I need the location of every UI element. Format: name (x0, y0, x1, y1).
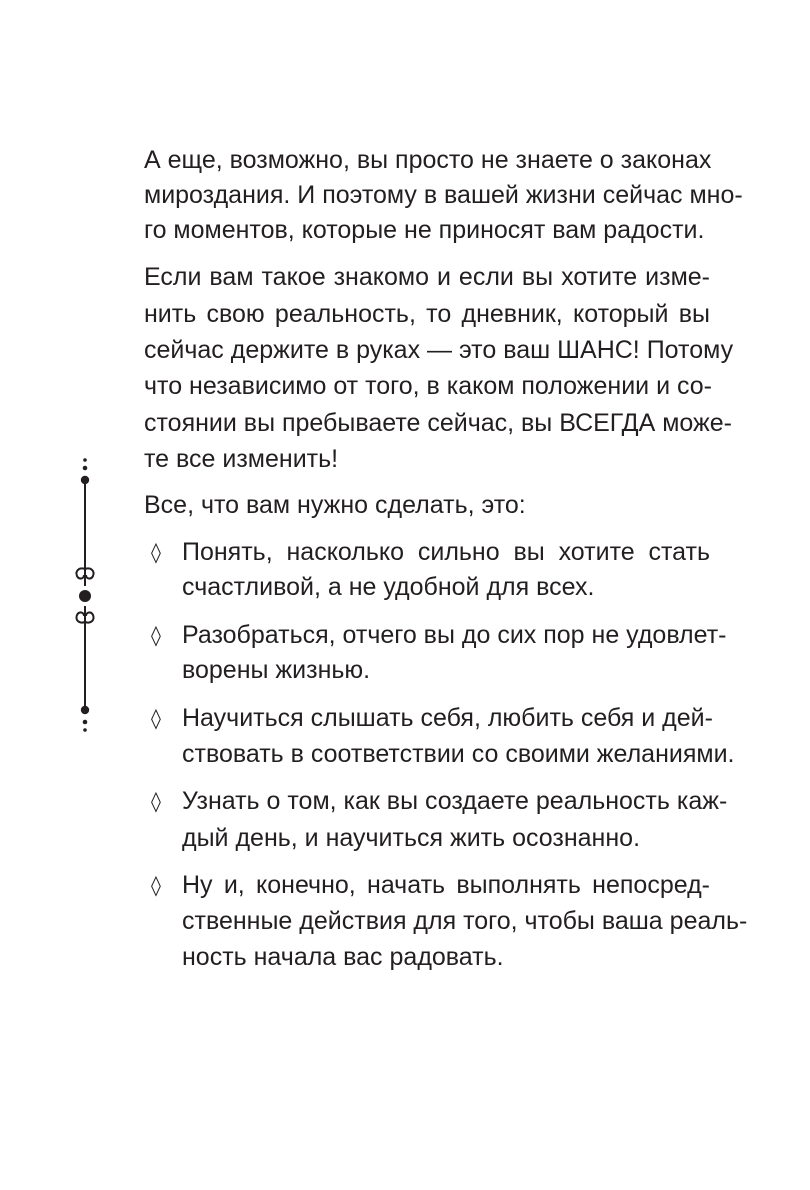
paragraph-line: те все изменить! (144, 445, 339, 473)
list-item-line: Ну и, конечно, начать выполнять непосред- (182, 871, 710, 899)
diamond-bullet-icon: ◊ (151, 873, 161, 897)
paragraph-line: мироздания. И поэтому в вашей жизни сейчас мно- (144, 181, 743, 209)
list-item-line: ворены жизнью. (182, 656, 371, 684)
diamond-bullet-icon: ◊ (151, 623, 161, 647)
paragraph-line: Если вам такое знакомо и если вы хотите изме- (144, 263, 710, 291)
list-item-line: ственные действия для того, чтобы ваша реаль- (182, 907, 748, 935)
paragraph-line: сейчас держите в руках — это ваш ШАНС! Потому (144, 336, 734, 364)
list-item-line: Понять, насколько сильно вы хотите стать (182, 538, 710, 566)
list-item-line: ность начала вас радовать. (182, 943, 504, 971)
diamond-bullet-icon: ◊ (151, 706, 161, 730)
vertical-flourish-ornament-icon (62, 456, 108, 736)
list-item-line: ствовать в соответствии со своими желаниями. (182, 740, 735, 768)
paragraph-line: нить свою реальность, то дневник, который вы (144, 300, 710, 328)
list-item-line: Узнать о том, как вы создаете реальность каж- (182, 787, 728, 815)
list-item-line: Научиться слышать себя, любить себя и дей- (182, 704, 713, 732)
diamond-bullet-icon: ◊ (151, 789, 161, 813)
diamond-bullet-icon: ◊ (151, 540, 161, 564)
paragraph-line: Все, что вам нужно сделать, это: (144, 491, 526, 519)
paragraph-line: А еще, возможно, вы просто не знаете о законах (144, 146, 712, 174)
list-item-line: дый день, и научиться жить осознанно. (182, 824, 641, 852)
paragraph-line: что независимо от того, в каком положении и со- (144, 372, 712, 400)
list-item-line: счастливой, а не удобной для всех. (182, 573, 595, 601)
list-item-line: Разобраться, отчего вы до сих пор не удовлет- (182, 621, 727, 649)
paragraph-line: го моментов, которые не приносят вам радости. (144, 216, 705, 244)
paragraph-line: стоянии вы пребываете сейчас, вы ВСЕГДА може- (144, 409, 732, 437)
